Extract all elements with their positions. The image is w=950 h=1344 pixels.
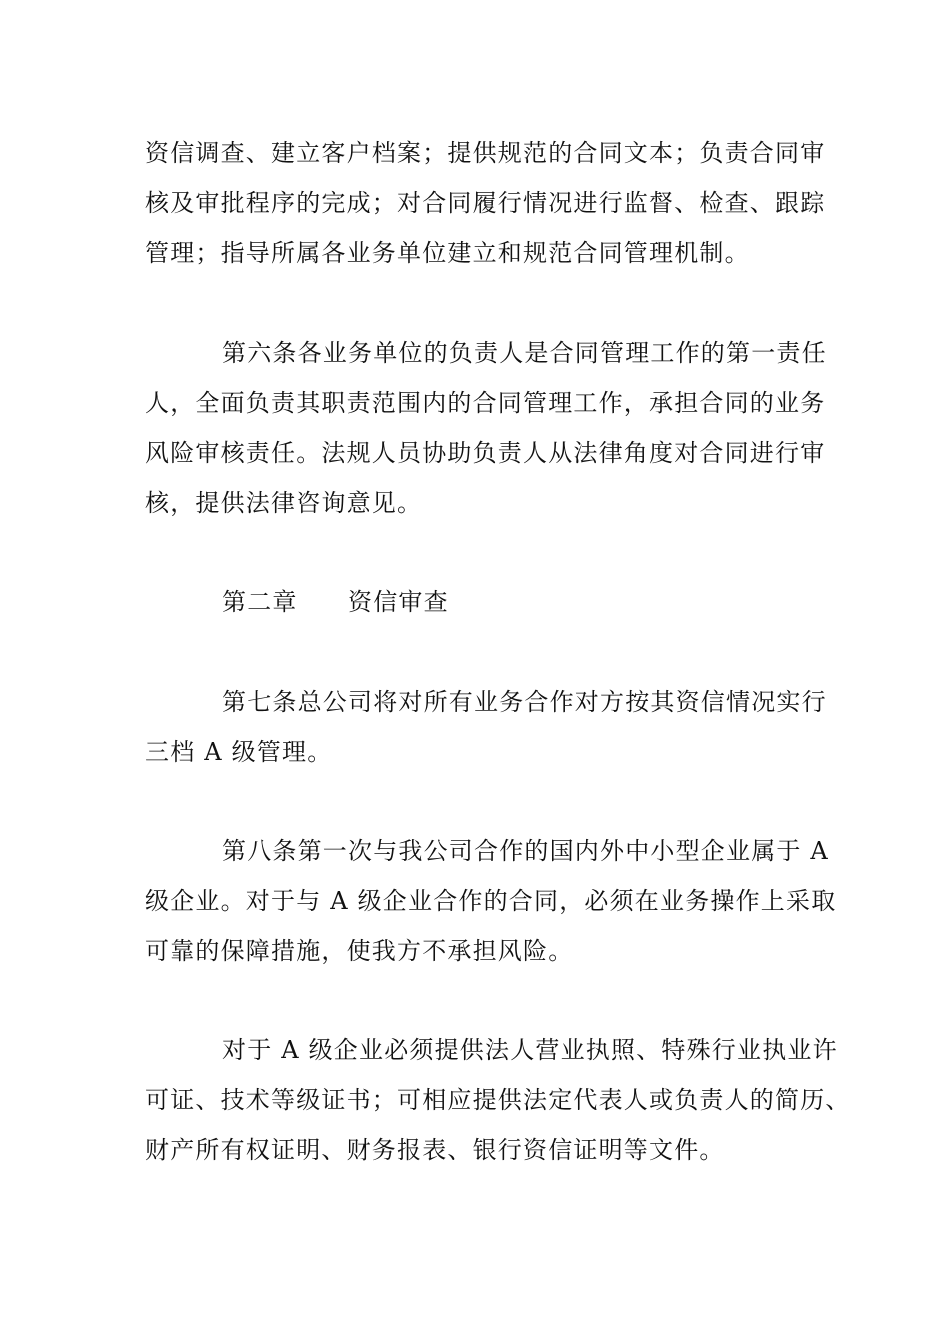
chapter-heading: 第二章 资信审查	[222, 588, 449, 616]
article-8-line-3: 可靠的保障措施，使我方不承担风险。	[145, 937, 574, 965]
paragraph-2-line-1: 第六条各业务单位的负责人是合同管理工作的第一责任	[222, 339, 827, 367]
requirements-line-3: 财产所有权证明、财务报表、银行资信证明等文件。	[145, 1136, 725, 1164]
paragraph-1-line-2: 核及审批程序的完成；对合同履行情况进行监督、检查、跟踪	[145, 189, 826, 217]
requirements-line-1: 对于 A 级企业必须提供法人营业执照、特殊行业执业许	[222, 1036, 838, 1064]
paragraph-2-line-2: 人，全面负责其职责范围内的合同管理工作，承担合同的业务	[145, 389, 826, 417]
paragraph-2-line-4: 核，提供法律咨询意见。	[145, 489, 423, 517]
paragraph-1-line-3: 管理；指导所属各业务单位建立和规范合同管理机制。	[145, 239, 750, 267]
requirements-line-2: 可证、技术等级证书；可相应提供法定代表人或负责人的简历、	[145, 1086, 851, 1114]
paragraph-1-line-1: 资信调查、建立客户档案；提供规范的合同文本；负责合同审	[145, 139, 826, 167]
article-8-line-1: 第八条第一次与我公司合作的国内外中小型企业属于 A	[222, 837, 829, 865]
paragraph-2-line-3: 风险审核责任。法规人员协助负责人从法律角度对合同进行审	[145, 439, 826, 467]
article-7-line-1: 第七条总公司将对所有业务合作对方按其资信情况实行	[222, 688, 827, 716]
article-8-line-2: 级企业。对于与 A 级企业合作的合同，必须在业务操作上采取	[145, 887, 837, 915]
article-7-line-2: 三档 A 级管理。	[145, 738, 333, 766]
